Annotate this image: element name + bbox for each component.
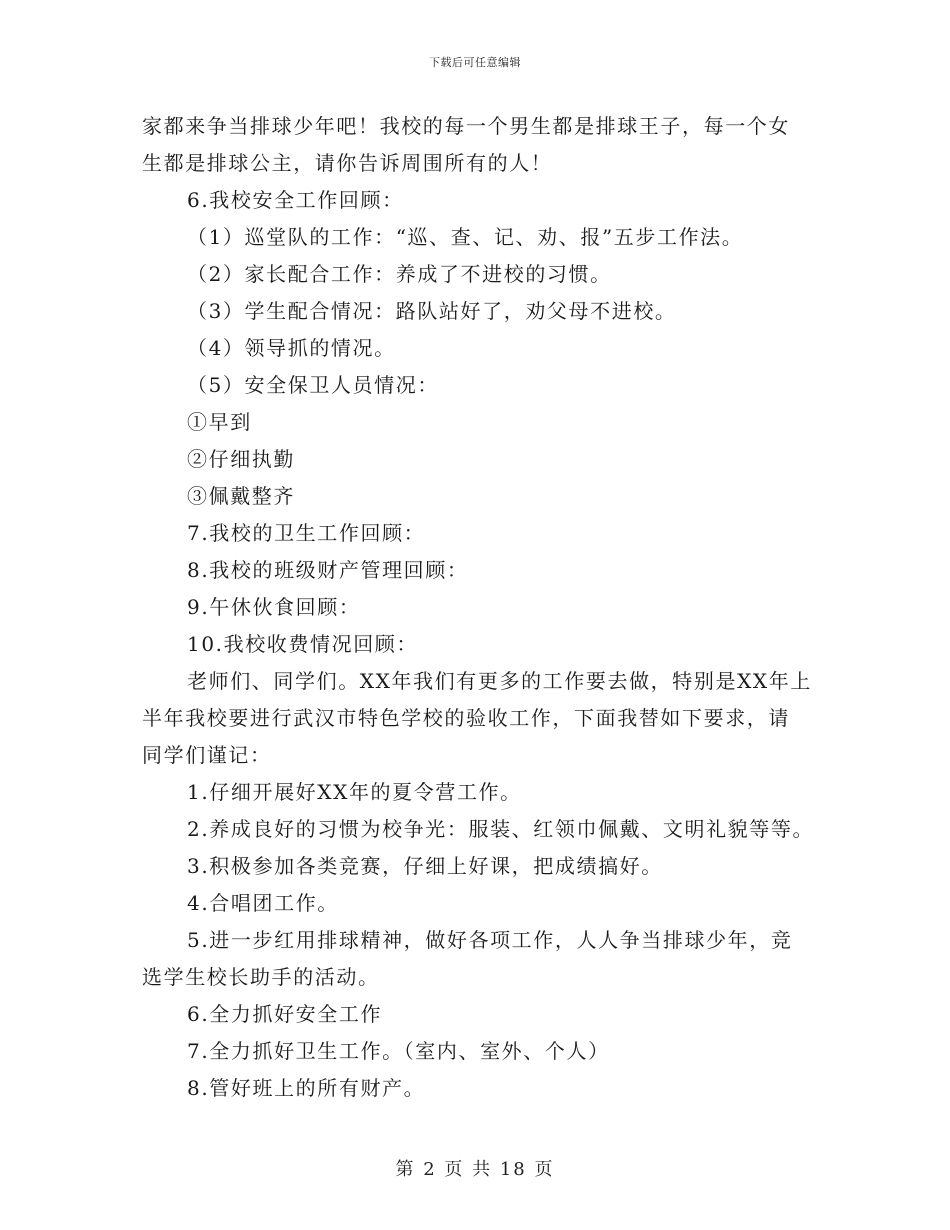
text-line: ②仔细执勤 <box>187 447 295 471</box>
text-line: 同学们谨记： <box>142 743 272 767</box>
page-header: 下载后可任意编辑 <box>429 56 521 69</box>
text-line: （3）学生配合情况：路队站好了，劝父母不进校。 <box>187 299 677 323</box>
text-line: 9.午休伙食回顾： <box>187 595 361 619</box>
text-line: 7.全力抓好卫生工作。（室内、室外、个人） <box>187 1039 610 1063</box>
text-line: ①早到 <box>187 410 252 434</box>
text-line: 半年我校要进行武汉市特色学校的验收工作，下面我替如下要求，请 <box>142 706 790 730</box>
text-line: 1.仔细开展好XX年的夏令营工作。 <box>187 780 522 804</box>
text-line: 10.我校收费情况回顾： <box>187 632 419 656</box>
document-body <box>142 108 818 1107</box>
text-line: 3.积极参加各类竞赛，仔细上好课，把成绩搞好。 <box>187 854 663 878</box>
text-line: 生都是排球公主，请你告诉周围所有的人！ <box>142 151 553 175</box>
text-line: 2.养成良好的习惯为校争光：服装、红领巾佩戴、文明礼貌等等。 <box>187 817 815 841</box>
text-line: 6.全力抓好安全工作 <box>187 1002 383 1026</box>
text-line: 选学生校长助手的活动。 <box>142 965 380 989</box>
text-line: 4.合唱团工作。 <box>187 891 339 915</box>
text-line: （5）安全保卫人员情况： <box>187 373 439 397</box>
text-line: 老师们、同学们。XX年我们有更多的工作要去做，特别是XX年上 <box>187 669 812 693</box>
text-line: （4）领导抓的情况。 <box>187 336 396 360</box>
text-line: 7.我校的卫生工作回顾： <box>187 521 426 545</box>
text-line: （1）巡堂队的工作：“巡、查、记、劝、报”五步工作法。 <box>187 225 744 249</box>
text-line: ③佩戴整齐 <box>187 484 295 508</box>
text-line: 家都来争当排球少年吧！我校的每一个男生都是排球王子，每一个女 <box>142 114 790 138</box>
text-line: 6.我校安全工作回顾： <box>187 188 404 212</box>
text-line: 8.管好班上的所有财产。 <box>187 1076 426 1100</box>
text-line: 5.进一步红用排球精神，做好各项工作，人人争当排球少年，竞 <box>187 928 793 952</box>
page-footer: 第 2 页 共 18 页 <box>395 1159 555 1180</box>
text-line: （2）家长配合工作：养成了不进校的习惯。 <box>187 262 612 286</box>
text-line: 8.我校的班级财产管理回顾： <box>187 558 469 582</box>
